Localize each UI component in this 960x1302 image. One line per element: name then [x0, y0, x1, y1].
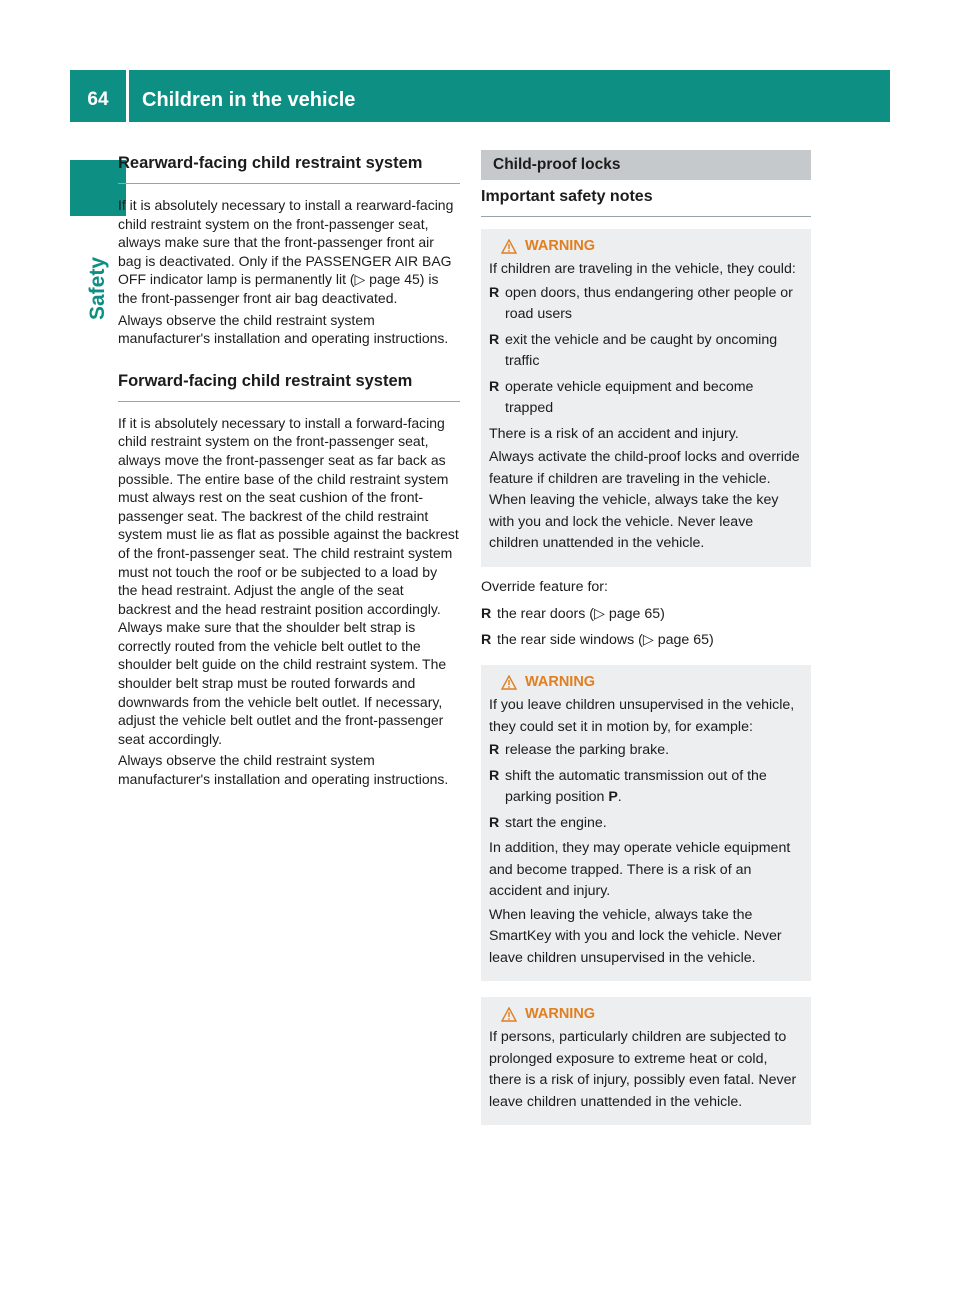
list-item: R open doors, thus endangering other people or road users [489, 283, 803, 326]
warning-label: WARNING [525, 674, 596, 690]
subsection-heading: Important safety notes [481, 188, 811, 217]
warning-title [489, 233, 803, 259]
list-item: R release the parking brake. [489, 740, 803, 762]
forward-paragraph-1: If it is absolutely necessary to install a forward-facing child restraint system on the front-passenger seat, always move the front-passenger seat as far back as possible. The entire base of the child restraint system must always rest on the seat cushion of the front-passenger seat. The backrest of the child restraint system must lie as flat as possible against the backrest of the front-passenger seat. The child restraint system must not touch the roof or be subjected to a load by the head restraint. Adjust the angle of the seat backrest and the head restraint position accordingly. Always make sure that the shoulder belt strap is correctly routed from the vehicle belt outlet to the shoulder belt guide on the child restraint system. The shoulder belt strap must be routed forwards and downwards from the vehicle belt outlet. If necessary, adjust the vehicle belt outlet and the front-passenger seat accordingly. [118, 414, 459, 747]
bullet-glyph: R [489, 284, 500, 301]
warning-triangle-icon [501, 1007, 517, 1022]
override-intro: Override feature for: [481, 578, 608, 595]
warning-triangle-icon [501, 675, 517, 690]
override-section [481, 577, 811, 652]
warning-intro: If you leave children unsupervised in the vehicle, they could set it in motion by, for example: [489, 697, 795, 735]
bullet-glyph: R [489, 331, 500, 348]
list-item: R start the engine. [489, 813, 803, 835]
list-item: R shift the automatic transmission out of the parking position P. [489, 766, 803, 809]
rearward-paragraph-2: Always observe the child restraint system manufacturer's installation and operating instructions. [118, 311, 449, 347]
warning-box-1 [481, 229, 811, 567]
warning-paragraph: Always activate the child-proof locks and override feature if children are traveling in the vehicle. When leaving the vehicle, always take the key with you and lock the vehicle. Never leave children unattended in the vehicle. [489, 449, 800, 551]
header-divider [126, 70, 129, 122]
warning-paragraph: When leaving the vehicle, always take the SmartKey with you and lock the vehicle. Never leave children unsupervised in the vehicle. [489, 906, 782, 966]
page-number: 64 [87, 89, 109, 110]
warning-intro: If children are traveling in the vehicle, they could: [489, 261, 796, 277]
warning-label: WARNING [525, 238, 596, 254]
warning-box-2 [481, 665, 811, 981]
forward-heading: Forward-facing child restraint system [118, 368, 460, 402]
bullet-glyph: R [489, 378, 500, 395]
left-column [118, 150, 460, 795]
bullet-glyph: R [489, 742, 500, 758]
bullet-glyph: R [489, 814, 500, 831]
rearward-heading: Rearward-facing child restraint system [118, 150, 460, 184]
bullet-glyph: R [481, 606, 492, 622]
warning-title [489, 1001, 803, 1027]
gear-position-p: P [608, 789, 618, 805]
warning-title [489, 669, 803, 695]
chapter-label: Safety [86, 256, 109, 320]
list-item: R the rear side windows (▷ page 65) [481, 630, 811, 652]
section-title-bar: Child-proof locks [481, 150, 811, 180]
warning-paragraph: If persons, particularly children are subjected to prolonged exposure to extreme heat or cold, there is a risk of injury, possibly even fatal. Never leave children unattended in the vehicle. [489, 1029, 797, 1110]
list-item: R operate vehicle equipment and become trapped [489, 377, 803, 420]
bullet-glyph: R [489, 767, 500, 784]
bullet-glyph: R [481, 631, 492, 648]
warning-label: WARNING [525, 1006, 596, 1022]
forward-paragraph-2: Always observe the child restraint system manufacturer's installation and operating instructions. [118, 752, 449, 788]
warning-box-3 [481, 997, 811, 1125]
page-header [70, 70, 890, 122]
list-item: R exit the vehicle and be caught by oncoming traffic [489, 330, 803, 373]
list-item: R the rear doors (▷ page 65) [481, 604, 811, 626]
warning-triangle-icon [501, 239, 517, 254]
warning-paragraph: There is a risk of an accident and injury. [489, 425, 739, 442]
warning-paragraph: In addition, they may operate vehicle equipment and become trapped. There is a risk of an accident and injury. [489, 840, 791, 899]
right-column [481, 150, 811, 1125]
page-title: Children in the vehicle [142, 89, 356, 111]
spacer [118, 354, 460, 368]
rearward-paragraph-1: If it is absolutely necessary to install a rearward-facing child restraint system on the front-passenger seat, always make sure that the front-passenger front air bag is deactivated. Only if the PASSENGER AIR BAG OFF indicator lamp is permanently lit (▷ page 45) is the front-passenger front air bag deactivated. [118, 197, 454, 306]
